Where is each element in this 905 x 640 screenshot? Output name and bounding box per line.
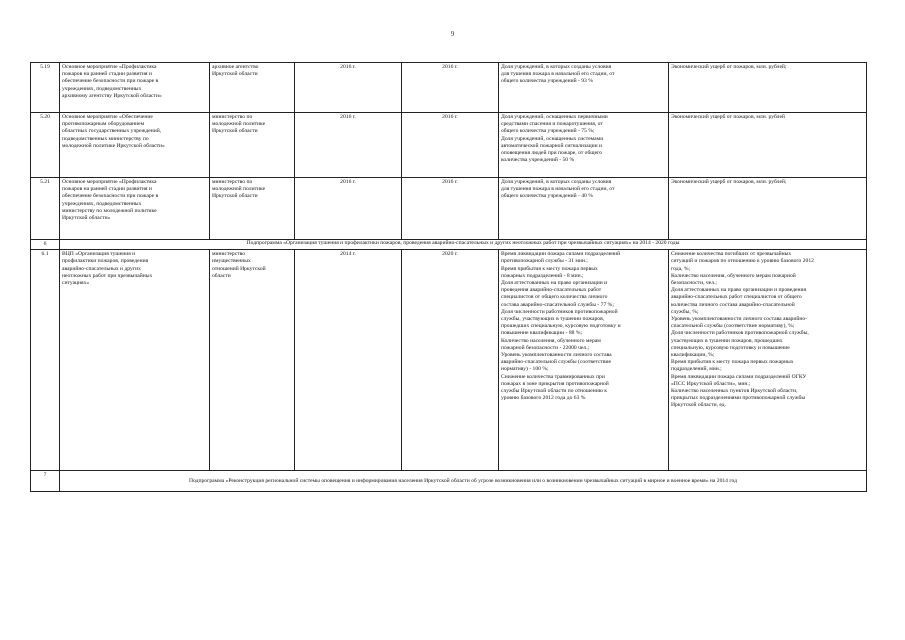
target-indicators: Время ликвидации пожара силами подразделений противопожарной службы - 31 мин.; Время прибытия к месту пожара первых пожарных подразделений - 8 мин.; Доля аттестованных на право организации и проведения аварийно-спасательных работ специалистов от общего количества личного состава аварийно-спасательной службы - 77 %; Доля численности работников противопожарной службы, участвующих в тушении пожаров, прошедших специальную, курсовую подготовку и повышение квалификации - 88 %; Количество населения, обученного мерам пожарной безопасности - 22000 чел.; Уровень укомплектованности личного состава аварийно-спасательной службы (соответствие нормативу) - 100 %; Снижение количества травмированных при пожарах в зоне прикрытия противопожарной службы Иркутской области по отношению к уровню базового 2012 года до 63 % <box>499 250 669 471</box>
executor: министерство по молодежной политике Иркутской области <box>210 113 295 178</box>
end-year: 2016 г. <box>402 63 499 113</box>
target-indicators: Доля учреждений, в которых созданы условия для тушения пожара в начальной его стадии, от общего количества учреждений - 40 % <box>499 178 669 240</box>
expected-effects: Экономический ущерб от пожаров, млн. рублей <box>669 113 867 178</box>
table-row <box>31 113 867 178</box>
start-year: 2014 г. <box>295 250 402 471</box>
row-number: 5.20 <box>31 113 60 178</box>
subprogram-title: Подпрограмма «Организация тушения и профилактики пожаров, проведения аварийно-спасательных и других неотложных работ при чрезвычайных ситуациях» на 2014 - 2020 годы <box>60 240 867 250</box>
measure-name: ВЦП «Организация тушения и профилактики пожаров, проведения аварийно-спасательных и других неотложных работ при чрезвычайных ситуациях» <box>60 250 210 471</box>
end-year: 2020 г. <box>402 250 499 471</box>
executor: архивное агентство Иркутской области <box>210 63 295 113</box>
row-number: 6 <box>31 240 60 250</box>
end-year: 2016 г. <box>402 113 499 178</box>
start-year: 2016 г. <box>295 178 402 240</box>
row-number: 6.1 <box>31 250 60 471</box>
end-year: 2016 г. <box>402 178 499 240</box>
subprogram-row <box>31 240 867 250</box>
executor: министерство имущественных отношений Иркутской области <box>210 250 295 471</box>
program-table <box>30 62 867 492</box>
expected-effects: Снижение количества погибших от чрезвычайных ситуаций и пожаров по отношению к уровню базового 2012 года, %; Количество населения, обученного мерам пожарной безопасности, чел.; Доля аттестованных на право организации и проведения аварийно-спасательных работ специалистов от общего количества личного состава аварийно-спасательной службы, %; Уровень укомплектованности личного состава аварийно- спасательной службы (соответствие нормативу), %; Доля численности работников противопожарной службы, участвующих в тушении пожаров, прошедших специальную, курсовую подготовку и повышение квалификации, %; Время прибытия к месту пожара первых пожарных подразделений, мин.; Время ликвидации пожара силами подразделений ОГКУ «ПСС Иркутской области», мин.; Количество населенных пунктов Иркутской области, прикрытых подразделениями противопожарной службы Иркутской области, ед. <box>669 250 867 471</box>
expected-effects: Экономический ущерб от пожаров, млн. рублей; <box>669 178 867 240</box>
expected-effects: Экономический ущерб от пожаров, млн. рублей; <box>669 63 867 113</box>
target-indicators: Доля учреждений, оснащенных первичными средствами спасения и пожаротушения, от общего количества учреждений - 75 %; Доля учреждений, оснащенных системами автоматической пожарной сигнализации и оповещения людей при пожаре, от общего количества учреждений - 50 % <box>499 113 669 178</box>
measure-name: Основное мероприятие «Профилактика пожаров на ранней стадии развития и обеспечение безопасности при пожаре в учреждениях, подведомственных министерству по молодежной политике Иркутской области» <box>60 178 210 240</box>
target-indicators: Доля учреждений, в которых созданы условия для тушения пожара в начальной его стадии, от общего количества учреждений - 93 % <box>499 63 669 113</box>
page-number: 9 <box>450 30 455 38</box>
executor: министерство по молодежной политике Иркутской области <box>210 178 295 240</box>
row-number: 7 <box>31 471 60 492</box>
table-row <box>31 250 867 471</box>
start-year: 2016 г. <box>295 113 402 178</box>
measure-name: Основное мероприятие «Профилактика пожаров на ранней стадии развития и обеспечение безопасности при пожаре в учреждениях, подведомственных архивному агентству Иркутской области» <box>60 63 210 113</box>
start-year: 2016 г. <box>295 63 402 113</box>
row-number: 5.21 <box>31 178 60 240</box>
subprogram-row <box>31 471 867 492</box>
table-row <box>31 178 867 240</box>
table-row <box>31 63 867 113</box>
row-number: 5.19 <box>31 63 60 113</box>
subprogram-title: Подпрограмма «Реконструкция региональной системы оповещения и информирования населения Иркутской области об угрозе возникновения или о возникновении чрезвычайных ситуаций в мирное и военное время» на 2014 год <box>60 471 867 492</box>
measure-name: Основное мероприятие «Обеспечение противопожарным оборудованием областных государственных учреждений, подведомственных министерству по молодежной политике Иркутской области» <box>60 113 210 178</box>
